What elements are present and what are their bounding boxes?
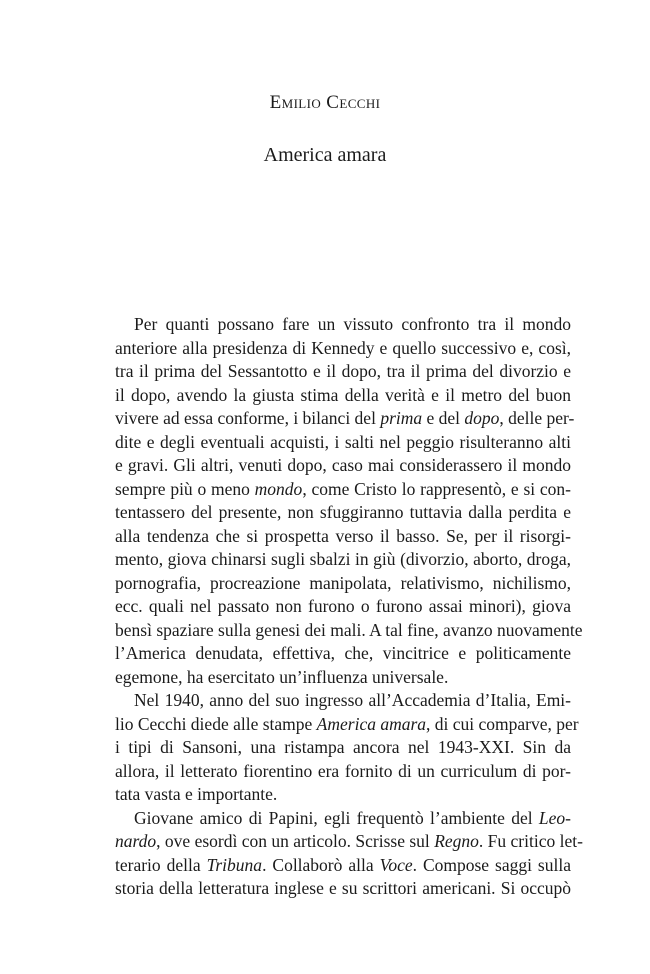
body-text bbox=[115, 313, 583, 901]
text-line bbox=[115, 431, 571, 455]
chapter-author: Emilio Cecchi bbox=[269, 92, 381, 113]
text-run: tra il prima del Sessantotto e il dopo, tra il prima del divorzio e bbox=[115, 361, 571, 381]
text-line bbox=[115, 783, 571, 807]
italic-text: dopo bbox=[464, 408, 500, 428]
text-line bbox=[115, 595, 571, 619]
text-line bbox=[115, 360, 571, 384]
text-run: , delle per- bbox=[499, 408, 575, 428]
text-run: allora, il letterato fiorentino era fornito di un curriculum di por- bbox=[115, 760, 571, 781]
text-line bbox=[115, 830, 583, 854]
italic-text: Voce bbox=[379, 854, 413, 875]
text-line bbox=[115, 713, 579, 737]
text-line bbox=[115, 760, 571, 784]
text-run: e gravi. Gli altri, venuti dopo, caso mai considerassero il mondo bbox=[115, 455, 571, 475]
text-run: sempre più o meno bbox=[115, 478, 255, 499]
text-line bbox=[115, 877, 571, 901]
text-run: dite e degli eventuali acquisti, i salti nel peggio risulteranno alti bbox=[115, 431, 571, 452]
italic-text: nardo bbox=[115, 831, 157, 851]
text-run: lio Cecchi diede alle stampe bbox=[115, 713, 317, 734]
text-line bbox=[115, 572, 571, 596]
text-line bbox=[115, 407, 575, 431]
text-run: e del bbox=[422, 408, 465, 428]
text-run: ecc. quali nel passato non furono o furono assai minori), giova bbox=[115, 596, 571, 616]
text-run: , come Cristo lo rappresentò, e si con- bbox=[302, 478, 571, 499]
text-line bbox=[115, 642, 571, 666]
text-line bbox=[115, 666, 571, 690]
text-line bbox=[115, 619, 583, 643]
text-line bbox=[115, 548, 571, 572]
text-run: l’America denudata, effettiva, che, vincitrice e politicamente bbox=[115, 643, 571, 663]
text-run: Giovane amico di Papini, egli frequentò l’ambiente del bbox=[134, 807, 539, 828]
text-run: tentassero del presente, non sfuggiranno tuttavia dalla perdita e bbox=[115, 502, 571, 522]
text-run: terario della bbox=[115, 854, 207, 875]
text-line bbox=[115, 478, 571, 502]
text-line bbox=[115, 807, 571, 831]
text-run: . Collaborò alla bbox=[262, 854, 380, 875]
text-run: egemone, ha esercitato un’influenza universale. bbox=[115, 666, 449, 687]
text-run: . Compose saggi sulla bbox=[412, 854, 571, 875]
text-line bbox=[115, 454, 571, 478]
italic-text: Leo- bbox=[538, 807, 571, 828]
text-run: i tipi di Sansoni, una ristampa ancora nel 1943-XXI. Sin da bbox=[115, 737, 571, 757]
chapter-title: America amara bbox=[263, 144, 387, 166]
text-line bbox=[115, 337, 571, 361]
text-run: Nel 1940, anno del suo ingresso all’Accademia d’Italia, Emi- bbox=[134, 690, 571, 710]
italic-text: mondo bbox=[254, 478, 303, 499]
text-run: tata vasta e importante. bbox=[115, 784, 278, 804]
text-run: Per quanti possano fare un vissuto confronto tra il mondo bbox=[134, 314, 571, 334]
text-run: , di cui comparve, per bbox=[426, 713, 579, 734]
text-run: storia della letteratura inglese e su scrittori americani. Si occupò bbox=[115, 878, 571, 898]
text-run: vivere ad essa conforme, i bilanci del bbox=[115, 408, 381, 428]
italic-text: Regno bbox=[434, 831, 479, 851]
text-line bbox=[115, 854, 571, 878]
italic-text: America amara bbox=[316, 713, 427, 734]
text-run: mento, giova chinarsi sugli sbalzi in giù (divorzio, aborto, droga, bbox=[115, 549, 571, 569]
text-line bbox=[115, 501, 571, 525]
text-run: pornografia, procreazione manipolata, relativismo, nichilismo, bbox=[115, 572, 571, 593]
italic-text: prima bbox=[380, 408, 423, 428]
text-line bbox=[115, 313, 571, 337]
text-line bbox=[115, 525, 571, 549]
text-run: il dopo, avendo la giusta stima della verità e il metro del buon bbox=[115, 384, 571, 405]
text-run: alla tendenza che si prospetta verso il basso. Se, per il risorgi- bbox=[115, 525, 571, 546]
text-run: anteriore alla presidenza di Kennedy e quello successivo e, così, bbox=[115, 337, 571, 358]
text-line bbox=[115, 736, 571, 760]
text-line bbox=[115, 384, 571, 408]
text-run: bensì spaziare sulla genesi dei mali. A tal fine, avanzo nuovamente bbox=[115, 619, 583, 640]
text-run: . Fu critico let- bbox=[478, 831, 583, 851]
italic-text: Tribuna bbox=[206, 854, 263, 875]
text-line bbox=[115, 689, 571, 713]
text-run: , ove esordì con un articolo. Scrisse sul bbox=[156, 831, 435, 851]
